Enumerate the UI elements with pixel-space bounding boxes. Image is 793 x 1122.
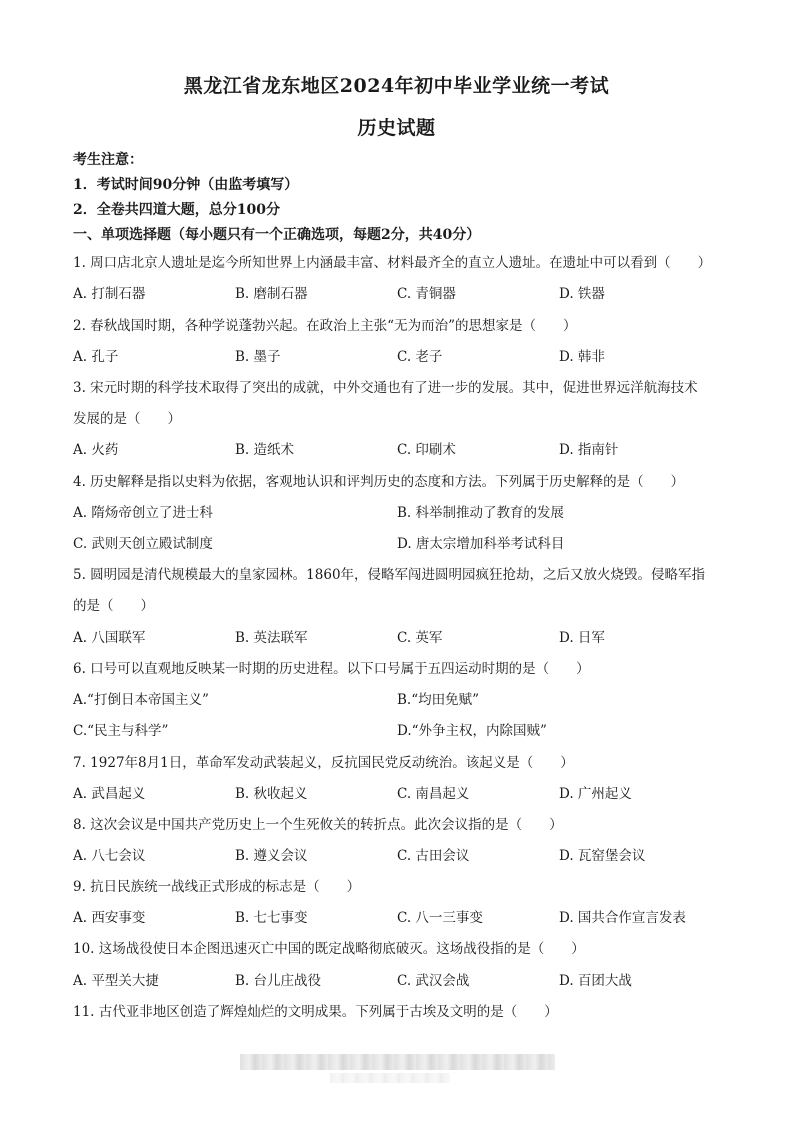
question-4-option-a: A. 隋炀帝创立了进士科: [73, 505, 213, 521]
question-2-option-c: C. 老子: [397, 349, 443, 365]
question-10-stem: 10. 这场战役使日本企图迅速灭亡中国的既定战略彻底破灭。这场战役指的是（ ）: [73, 941, 585, 957]
question-10-option-d: D. 百团大战: [559, 973, 632, 989]
question-10-option-c: C. 武汉会战: [397, 973, 470, 989]
question-1-option-b: B. 磨制石器: [235, 286, 308, 302]
question-3-option-b: B. 造纸术: [235, 442, 295, 458]
question-8-option-c: C. 古田会议: [397, 848, 470, 864]
question-3-option-d: D. 指南针: [559, 442, 619, 458]
question-9-option-a: A. 西安事变: [73, 910, 146, 926]
question-5-option-d: D. 日军: [559, 630, 605, 646]
question-6-option-c: C.“民主与科学”: [73, 723, 169, 739]
question-1-option-c: C. 青铜器: [397, 286, 456, 302]
question-5-option-c: C. 英军: [397, 630, 443, 646]
question-9-option-d: D. 国共合作宣言发表: [559, 910, 686, 926]
question-5-stem-line-2: 的是（ ）: [73, 598, 154, 614]
question-5-option-a: A. 八国联军: [73, 630, 146, 646]
question-3-option-a: A. 火药: [73, 442, 119, 458]
question-9-option-c: C. 八一三事变: [397, 910, 483, 926]
blurred-footer: [240, 1054, 555, 1070]
question-9-option-b: B. 七七事变: [235, 910, 308, 926]
question-10-option-a: A. 平型关大捷: [73, 973, 159, 989]
section-heading: 一、单项选择题（每小题只有一个正确选项，每题2分，共40分）: [73, 227, 481, 243]
notice-heading: 考生注意：: [73, 152, 143, 168]
question-1-stem: 1. 周口店北京人遗址是迄今所知世界上内涵最丰富、材料最齐全的直立人遗址。在遗址中可以看到（ ）: [73, 255, 712, 271]
question-9-stem: 9. 抗日民族统一战线正式形成的标志是（ ）: [73, 879, 361, 895]
question-2-option-a: A. 孔子: [73, 349, 119, 365]
question-2-stem: 2. 春秋战国时期，各种学说蓬勃兴起。在政治上主张“无为而治”的思想家是（ ）: [73, 318, 577, 334]
question-8-option-d: D. 瓦窑堡会议: [559, 848, 646, 864]
question-4-option-c: C. 武则天创立殿试制度: [73, 536, 213, 552]
question-5-stem-line-1: 5. 圆明园是清代规模最大的皇家园林。1860年，侵略军闯进圆明园疯狂抢劫，之后又放火烧毁。侵略军指: [73, 567, 706, 583]
exam-title: 黑龙江省龙东地区2024年初中毕业学业统一考试: [183, 75, 610, 97]
question-5-option-b: B. 英法联军: [235, 630, 308, 646]
question-1-option-d: D. 铁器: [559, 286, 605, 302]
question-10-option-b: B. 台儿庄战役: [235, 973, 322, 989]
question-7-option-c: C. 南昌起义: [397, 786, 470, 802]
question-4-option-d: D. 唐太宗增加科举考试科目: [397, 536, 565, 552]
question-7-stem: 7. 1927年8月1日，革命军发动武装起义，反抗国民党反动统治。该起义是（ ）: [73, 755, 574, 771]
question-8-option-b: B. 遵义会议: [235, 848, 308, 864]
question-6-option-d: D.“外争主权，内除国贼”: [397, 723, 547, 739]
question-4-stem: 4. 历史解释是指以史料为依据，客观地认识和评判历史的态度和方法。下列属于历史解释的是（ ）: [73, 474, 685, 490]
question-1-option-a: A. 打制石器: [73, 286, 146, 302]
blurred-footer-secondary: [330, 1073, 450, 1083]
question-7-option-b: B. 秋收起义: [235, 786, 308, 802]
question-6-option-b: B.“均田免赋”: [397, 692, 480, 708]
question-7-option-a: A. 武昌起义: [73, 786, 146, 802]
exam-subject: 历史试题: [357, 117, 436, 139]
question-8-stem: 8. 这次会议是中国共产党历史上一个生死攸关的转折点。此次会议指的是（ ）: [73, 817, 563, 833]
question-6-option-a: A.“打倒日本帝国主义”: [73, 692, 209, 708]
notice-item-2: 2．全卷共四道大题，总分100分: [73, 202, 280, 218]
question-8-option-a: A. 八七会议: [73, 848, 146, 864]
question-6-stem: 6. 口号可以直观地反映某一时期的历史进程。以下口号属于五四运动时期的是（ ）: [73, 661, 590, 677]
question-11-stem: 11. 古代亚非地区创造了辉煌灿烂的文明成果。下列属于古埃及文明的是（ ）: [73, 1004, 558, 1020]
question-4-option-b: B. 科举制推动了教育的发展: [397, 505, 565, 521]
question-2-option-b: B. 墨子: [235, 349, 281, 365]
question-3-stem-line-2: 发展的是（ ）: [73, 411, 181, 427]
question-2-option-d: D. 韩非: [559, 349, 605, 365]
notice-item-1: 1．考试时间90分钟（由监考填写）: [73, 177, 299, 193]
question-3-stem-line-1: 3. 宋元时期的科学技术取得了突出的成就，中外交通也有了进一步的发展。其中，促进世界远洋航海技术: [73, 380, 698, 396]
question-3-option-c: C. 印刷术: [397, 442, 456, 458]
question-7-option-d: D. 广州起义: [559, 786, 632, 802]
